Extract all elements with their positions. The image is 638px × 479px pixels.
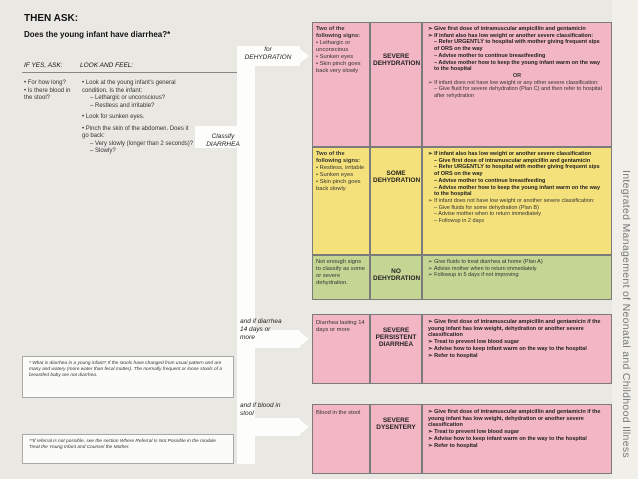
look-item: – Restless and irritable? bbox=[90, 102, 155, 109]
persistent-diarrhea-treatment: ➢ Give first dose of intramuscular ampicillin and gentamicin if the young infant has low weight, dehydration or another severe classification ➢ Treat to prevent low blood sugar ➢ Advise how to keep infant warm on the way to the hospital ➢ Refer to hospital bbox=[422, 314, 612, 384]
some-dehydration-class: SOME DEHYDRATION bbox=[370, 147, 422, 255]
for-dehydration-label: for DEHYDRATION bbox=[244, 46, 292, 61]
severe-dehydration-signs: Two of the following signs: • Lethargic or unconscious • Sunken eyes • Skin pinch goes back very slowly bbox=[312, 22, 370, 147]
look-list bbox=[82, 80, 194, 156]
dysentery-treatment: ➢ Give first dose of intramuscular ampicillin and gentamicin if the young infant has low weight, dehydration or another severe classification ➢ Treat to prevent low blood sugar ➢ Advise how to keep infant warm on the way to the hospital ➢ Refer to hospital bbox=[422, 404, 612, 474]
dehydration-arrowhead bbox=[300, 49, 309, 63]
dysentery-signs: Blood in the stool bbox=[312, 404, 370, 474]
referral-footnote: **If referral is not possible, see the section Where Referral Is Not Possible in the module Treat the Young Infant and Counsel the Mother. bbox=[22, 434, 234, 464]
ask-heading: IF YES, ASK: bbox=[24, 62, 63, 69]
persistent-diarrhea-class: SEVERE PERSISTENT DIARRHEA bbox=[370, 314, 422, 384]
look-item: • Pinch the skin of the abdomen. Does it go back: bbox=[82, 125, 189, 139]
classify-label: Classify DIARRHEA bbox=[206, 133, 240, 148]
some-dehydration-treatment: ➢ If infant also has low weight or another severe classification – Give first dose of intramuscular ampicillin and gentamicin – Refer URGENTLY to hospital with mother giving frequent sips of ORS on the way – Advise mother to continue breastfeeding – Advise mother how to keep the young infant warm on the way to the hospital ➢ If infant does not have low weight or another severe classification: – Give fluids for some dehydration (Plan B) – Advise mother when to return immediately – Followup in 2 days bbox=[422, 147, 612, 255]
dysentery-class: SEVERE DYSENTERY bbox=[370, 404, 422, 474]
look-item: – Slowly? bbox=[90, 148, 116, 154]
dysentery-branch bbox=[255, 418, 300, 436]
blood-in-stool-label: and if blood in stool bbox=[240, 402, 281, 417]
ask-item: • For how long? bbox=[24, 80, 66, 86]
ask-list bbox=[24, 80, 76, 103]
then-ask-title: THEN ASK: bbox=[24, 13, 79, 24]
no-dehydration-treatment: ➢ Give fluids to treat diarrhea at home (Plan A) ➢ Advise mother when to return immediately ➢ Followup in 5 days if not improving bbox=[422, 255, 612, 300]
diarrhea-footnote: * What is diarrhea in a young infant? If the stools have changed from usual pattern and are many and watery (more water than fecal matter). The normally frequent or loose stools of a breastfed baby are not diarrhea. bbox=[22, 356, 234, 398]
header-divider bbox=[22, 72, 237, 73]
dysentery-arrowhead bbox=[300, 420, 309, 434]
persistent-diarrhea-signs: Diarrhea lasting 14 days or more bbox=[312, 314, 370, 384]
look-item: – Very slowly (longer than 2 seconds)? bbox=[90, 140, 194, 147]
no-dehydration-class: NO DEHYDRATION bbox=[370, 255, 422, 300]
look-item: • Look at the young infant's general condition. Is the infant: bbox=[82, 80, 176, 94]
question-title: Does the young infant have diarrhea?* bbox=[24, 30, 171, 39]
severe-dehydration-treatment: ➢ Give first dose of intramuscular ampicillin and gentamicin ➢ If infant also has low weight or another severe classification: – Refer URGENTLY to hospital with mother giving frequent sips of ORS on the way – Advise mother to continue breastfeeding – Advise mother how to keep the young infant warm on the way to the hospital OR ➢ If infant does not have low weight or any other severe classification: – Give fluid for severe dehydration (Plan C) and then refer to hospital after rehydration bbox=[422, 22, 612, 147]
severe-dehydration-class: SEVERE DEHYDRATION bbox=[370, 22, 422, 147]
look-item: – Lethargic or unconscious? bbox=[90, 95, 166, 101]
persistent-diarrhea-label: and if diarrhea 14 days or more bbox=[240, 318, 282, 341]
persistent-arrowhead bbox=[300, 332, 309, 346]
no-dehydration-signs: Not enough signs to classify as some or severe dehydration. bbox=[312, 255, 370, 300]
look-item: • Look for sunken eyes. bbox=[82, 114, 145, 120]
some-dehydration-signs: Two of the following signs: • Restless, irritable • Sunken eyes • Skin pinch goes back slowly bbox=[312, 147, 370, 255]
look-heading: LOOK AND FEEL: bbox=[80, 62, 134, 69]
side-title: Integrated Management of Neonatal and Childhood Illness bbox=[620, 170, 632, 458]
ask-item: • Is there blood in the stool? bbox=[24, 87, 71, 101]
